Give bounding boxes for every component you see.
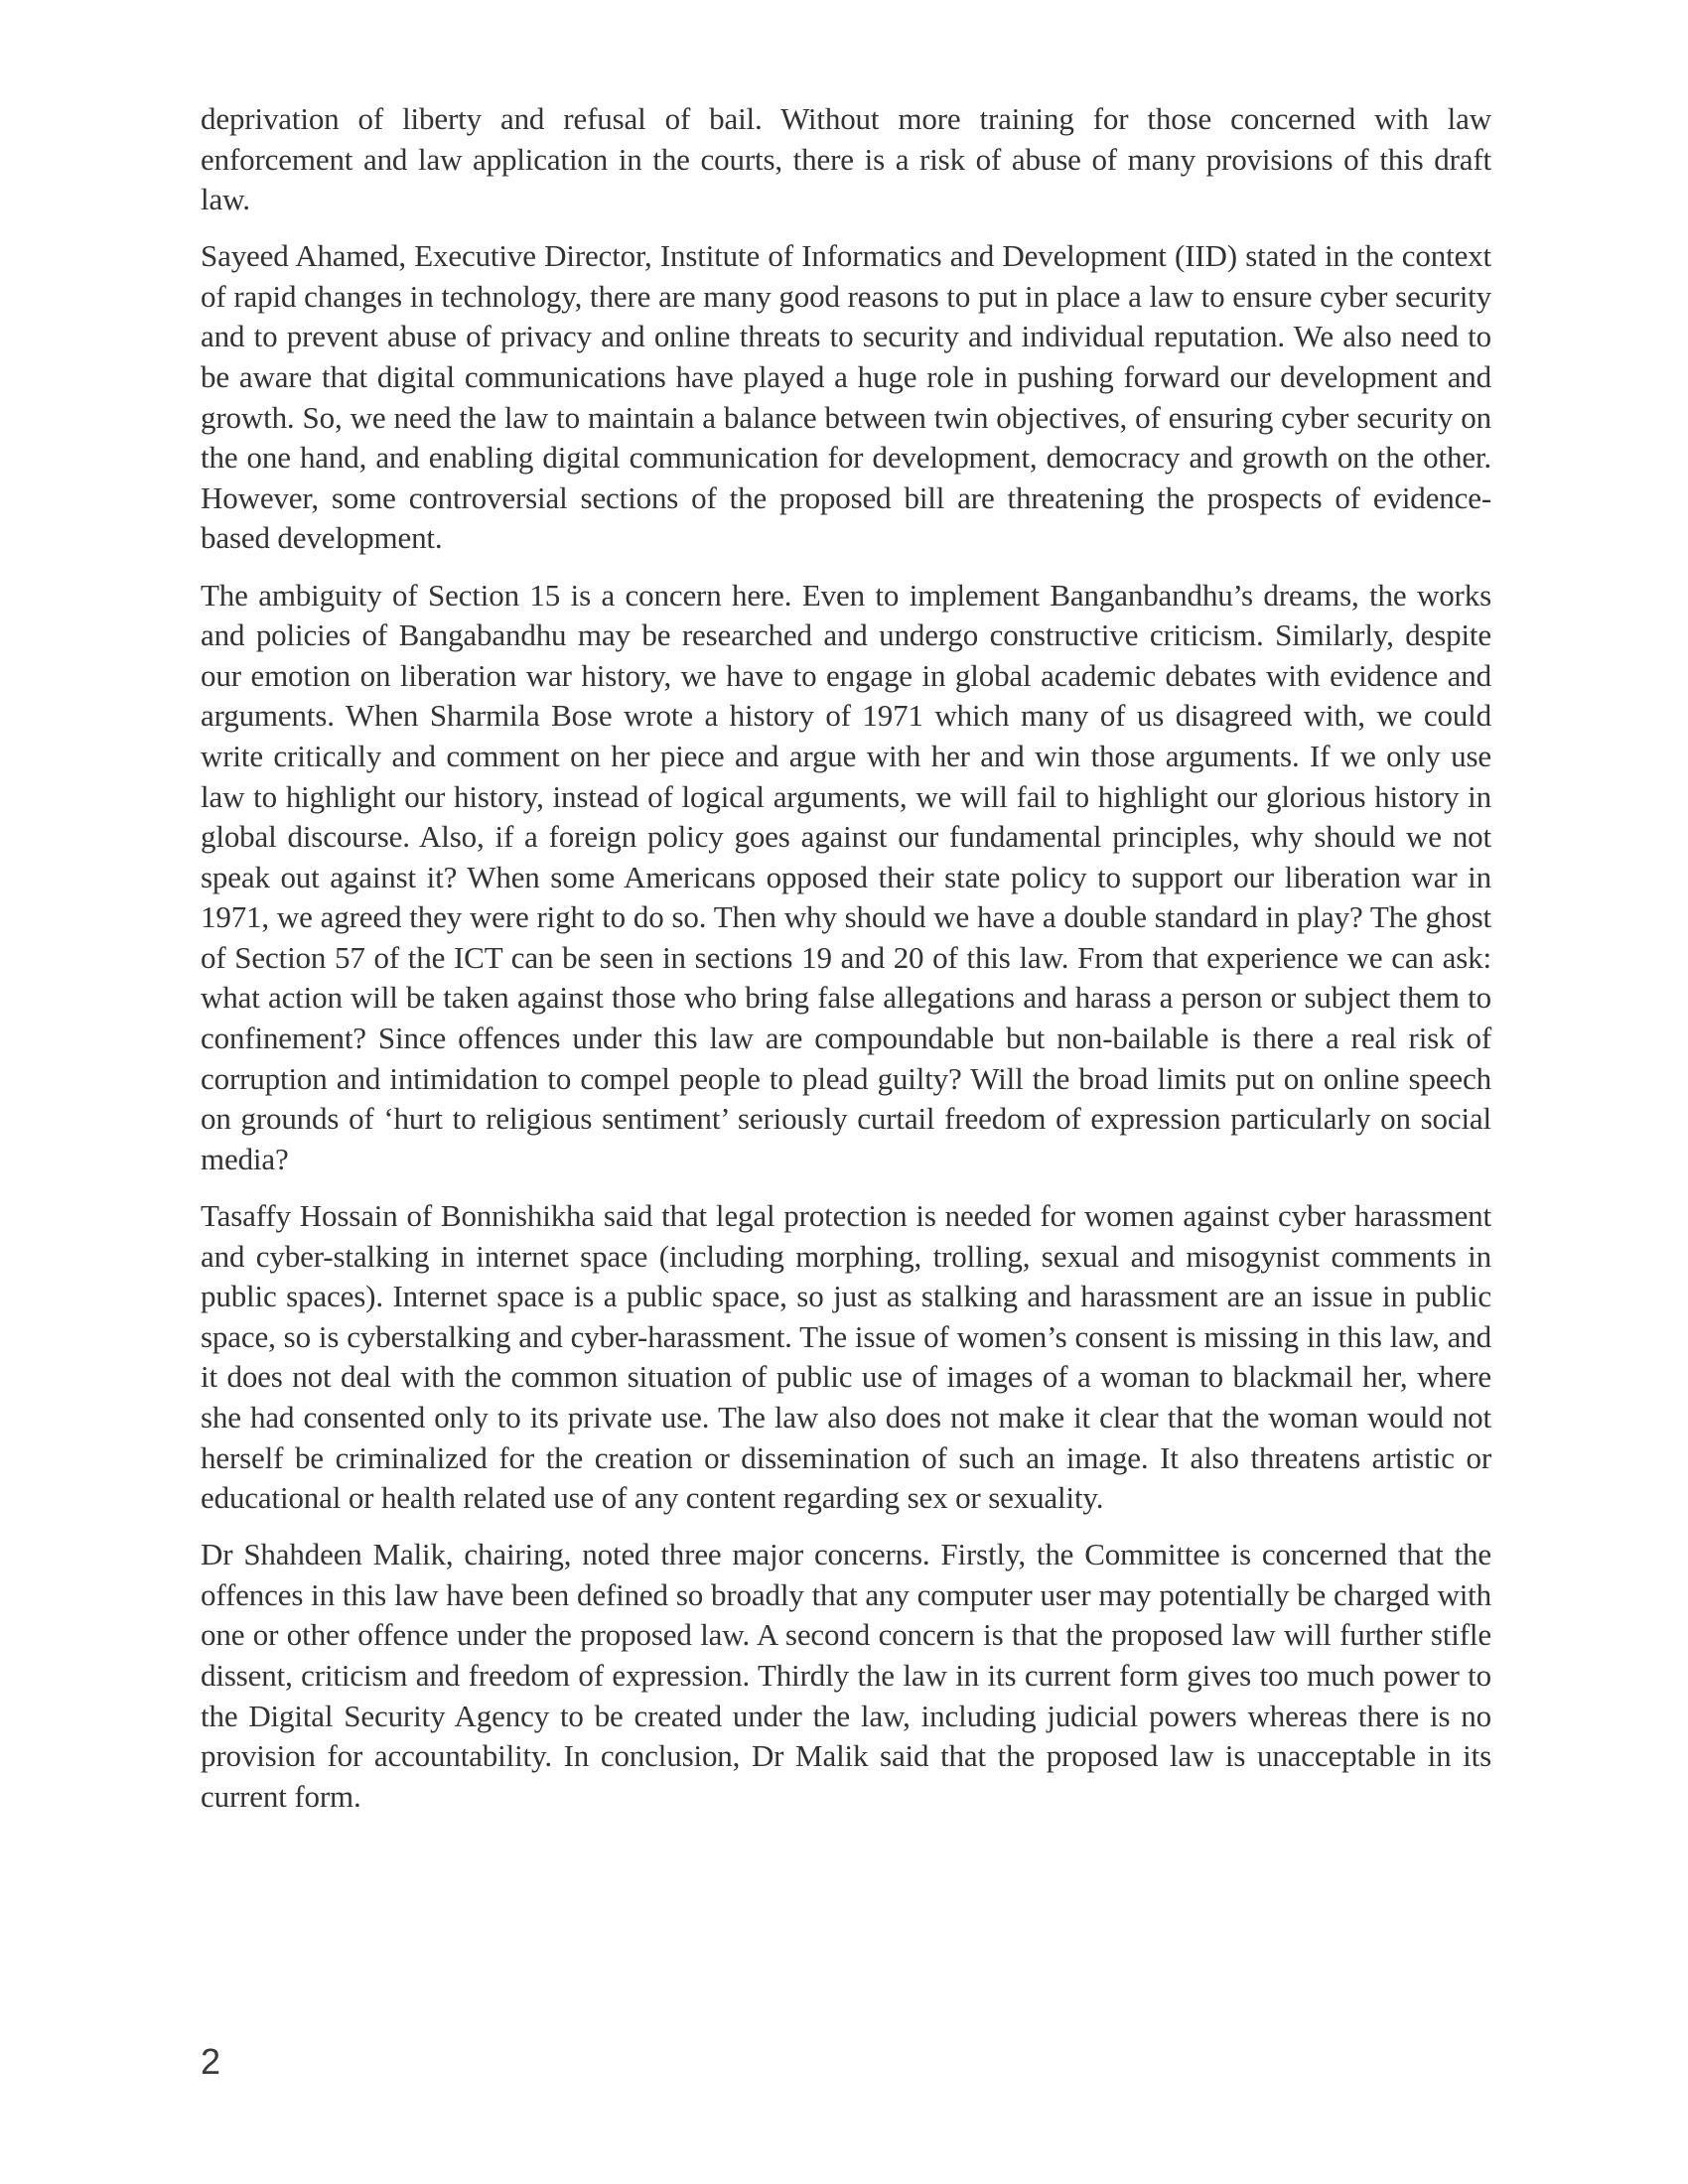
- paragraph-bail-training: deprivation of liberty and refusal of bail. Without more training for those concerned with law enforcement and law application in the courts, there is a risk of abuse of many provisions of this draft law.: [201, 101, 1491, 217]
- paragraph-sayeed-ahamed: Sayeed Ahamed, Executive Director, Institute of Informatics and Development (IID) stated in the context of rapid changes in technology, there are many good reasons to put in place a law to ensure cyber security and to prevent abuse of privacy and online threats to security and individual reputation. We also need to be aware that digital communications have played a huge role in pushing forward our development and growth. So, we need the law to maintain a balance between twin objectives, of ensuring cyber security on the one hand, and enabling digital communication for development, democracy and growth on the other. However, some controversial sections of the proposed bill are threatening the prospects of evidence-based development.: [201, 238, 1491, 556]
- body-text: [201, 99, 1491, 1834]
- page-number: 2: [201, 2041, 221, 2082]
- paragraph-section-15: The ambiguity of Section 15 is a concern here. Even to implement Banganbandhu’s dreams, the works and policies of Bangabandhu may be researched and undergo constructive criticism. Similarly, despite our emotion on liberation war history, we have to engage in global academic debates with evidence and arguments. When Sharmila Bose wrote a history of 1971 which many of us disagreed with, we could write critically and comment on her piece and argue with her and win those arguments. If we only use law to highlight our history, instead of logical arguments, we will fail to highlight our glorious history in global discourse. Also, if a foreign policy goes against our fundamental principles, why should we not speak out against it? When some Americans opposed their state policy to support our liberation war in 1971, we agreed they were right to do so. Then why should we have a double standard in play? The ghost of Section 57 of the ICT can be seen in sections 19 and 20 of this law. From that experience we can ask: what action will be taken against those who bring false allegations and harass a person or subject them to confinement? Since offences under this law are compoundable but non-bailable is there a real risk of corruption and intimidation to compel people to plead guilty? Will the broad limits put on online speech on grounds of ‘hurt to religious sentiment’ seriously curtail freedom of expression particularly on social media?: [201, 577, 1491, 1176]
- paragraph-tasaffy-hossain: Tasaffy Hossain of Bonnishikha said that legal protection is needed for women against cyber harassment and cyber-stalking in internet space (including morphing, trolling, sexual and misogynist comments in public spaces). Internet space is a public space, so just as stalking and harassment are an issue in public space, so is cyberstalking and cyber-harassment. The issue of women’s consent is missing in this law, and it does not deal with the common situation of public use of images of a woman to blackmail her, where she had consented only to its private use. The law also does not make it clear that the woman would not herself be criminalized for the creation or dissemination of such an image. It also threatens artistic or educational or health related use of any content regarding sex or sexuality.: [201, 1197, 1491, 1516]
- paragraph-shahdeen-malik: Dr Shahdeen Malik, chairing, noted three major concerns. Firstly, the Committee is concerned that the offences in this law have been defined so broadly that any computer user may potentially be charged with one or other offence under the proposed law. A second concern is that the proposed law will further stifle dissent, criticism and freedom of expression. Thirdly the law in its current form gives too much power to the Digital Security Agency to be created under the law, including judicial powers whereas there is no provision for accountability. In conclusion, Dr Malik said that the proposed law is unacceptable in its current form.: [201, 1537, 1491, 1814]
